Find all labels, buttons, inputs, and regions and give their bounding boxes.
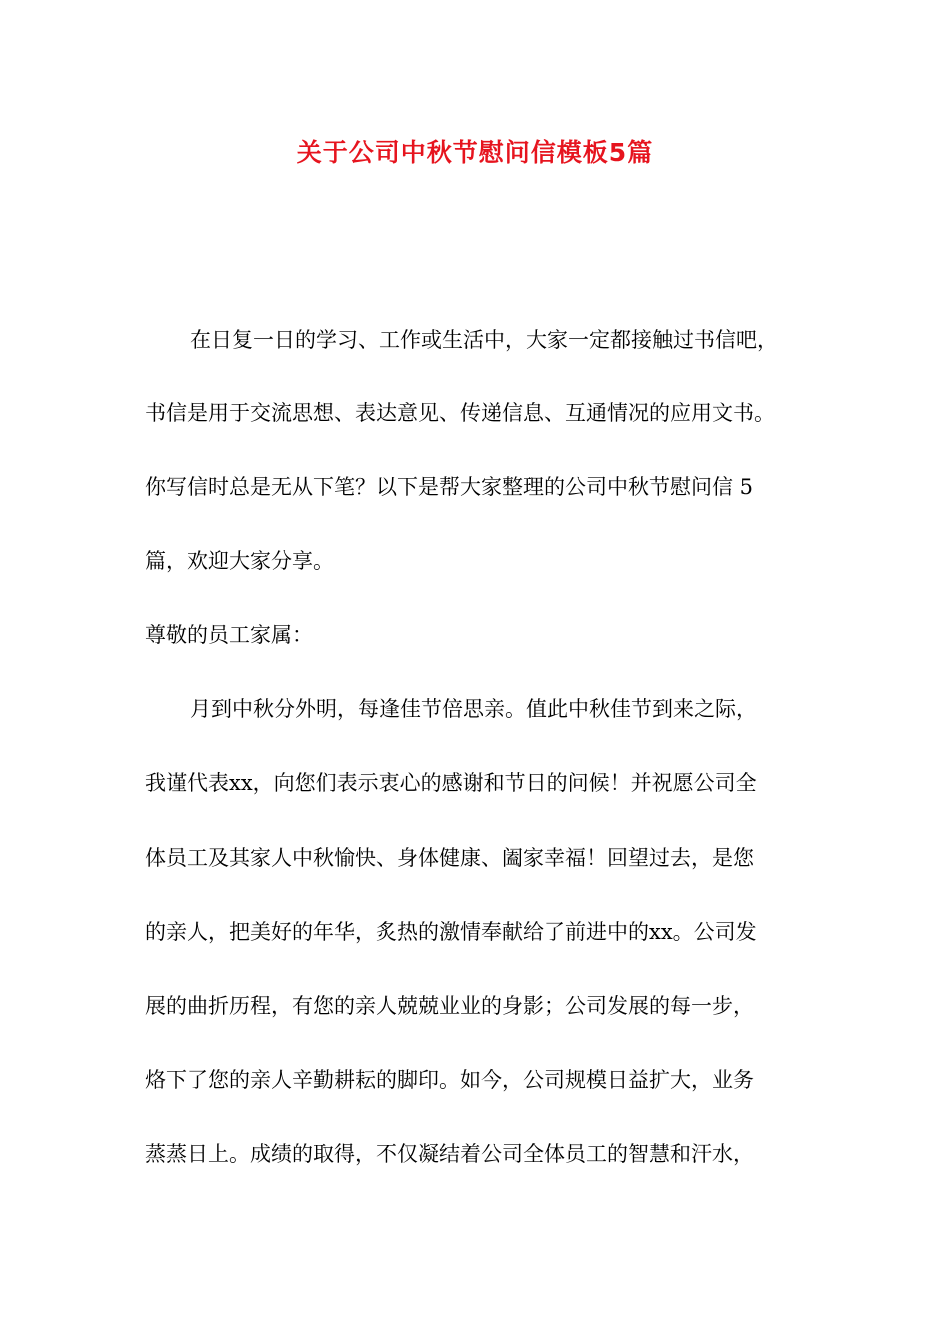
letter-line-7: 蒸蒸日上。成绩的取得，不仅凝结着公司全体员工的智慧和汗水， xyxy=(145,1142,754,1166)
letter-line-2: 我谨代表xx，向您们表示衷心的感谢和节日的问候！并祝愿公司全 xyxy=(145,771,757,795)
intro-line-2: 书信是用于交流思想、表达意见、传递信息、互通情况的应用文书。 xyxy=(145,401,775,425)
letter-line-4: 的亲人，把美好的年华，炙热的激情奉献给了前进中的xx。公司发 xyxy=(145,920,757,944)
letter-line-3: 体员工及其家人中秋愉快、身体健康、阖家幸福！回望过去，是您 xyxy=(145,846,754,870)
letter-line-1: 月到中秋分外明，每逢佳节倍思亲。值此中秋佳节到来之际， xyxy=(190,697,757,721)
letter-line-5: 展的曲折历程，有您的亲人兢兢业业的身影；公司发展的每一步， xyxy=(145,994,754,1018)
intro-line-4: 篇，欢迎大家分享。 xyxy=(145,549,334,573)
salutation: 尊敬的员工家属： xyxy=(145,623,313,647)
document-title: 关于公司中秋节慰问信模板5篇 xyxy=(296,138,654,167)
intro-line-1: 在日复一日的学习、工作或生活中，大家一定都接触过书信吧， xyxy=(190,328,778,352)
intro-line-3: 你写信时总是无从下笔？以下是帮大家整理的公司中秋节慰问信 5 xyxy=(145,475,754,499)
letter-line-6: 烙下了您的亲人辛勤耕耘的脚印。如今，公司规模日益扩大，业务 xyxy=(145,1068,754,1092)
